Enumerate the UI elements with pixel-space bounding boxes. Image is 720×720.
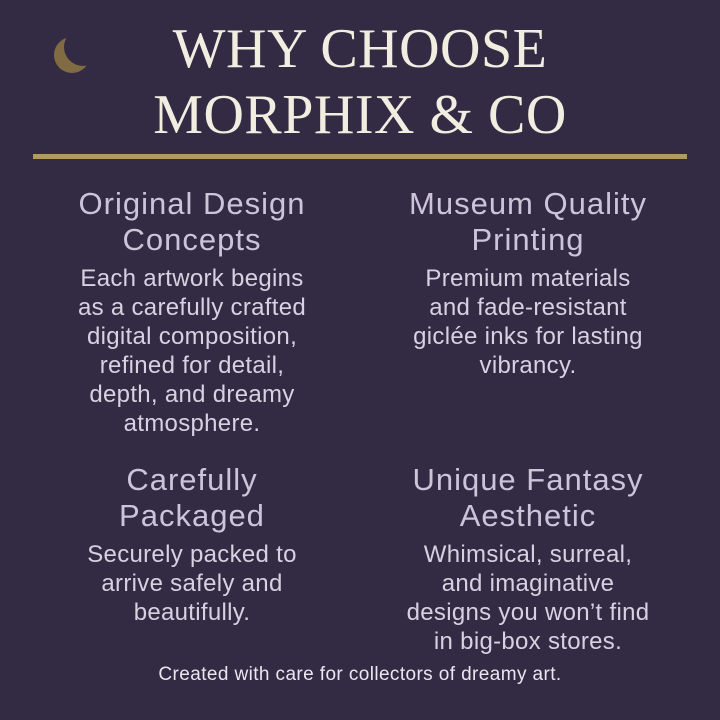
crescent-moon-icon bbox=[50, 27, 100, 81]
title-line-1: WHY CHOOSE bbox=[172, 18, 548, 80]
feature-body: Each artwork begins as a carefully crafted digital composition, refined for detail, depth, and dreamy atmosphere. bbox=[77, 265, 307, 438]
feature-heading: Unique Fantasy Aesthetic bbox=[412, 462, 644, 534]
features-grid bbox=[0, 159, 720, 656]
feature-heading: Original Design Concepts bbox=[78, 186, 306, 258]
feature-card-fantasy-aesthetic bbox=[364, 462, 692, 656]
feature-heading: Carefully Packaged bbox=[119, 462, 265, 534]
page-title bbox=[40, 16, 680, 148]
feature-body: Premium materials and fade-resistant giclée inks for lasting vibrancy. bbox=[413, 265, 643, 380]
footer-tagline: Created with care for collectors of dreamy art. bbox=[158, 664, 562, 685]
feature-card-museum-quality bbox=[364, 186, 692, 462]
feature-card-original-design bbox=[28, 186, 356, 462]
title-line-2: MORPHIX & CO bbox=[153, 84, 567, 147]
feature-heading: Museum Quality Printing bbox=[409, 186, 647, 258]
feature-card-carefully-packaged bbox=[28, 462, 356, 656]
feature-body: Securely packed to arrive safely and beautifully. bbox=[87, 541, 297, 627]
feature-body: Whimsical, surreal, and imaginative designs you won’t find in big-box stores. bbox=[406, 541, 650, 656]
footer bbox=[0, 664, 720, 686]
